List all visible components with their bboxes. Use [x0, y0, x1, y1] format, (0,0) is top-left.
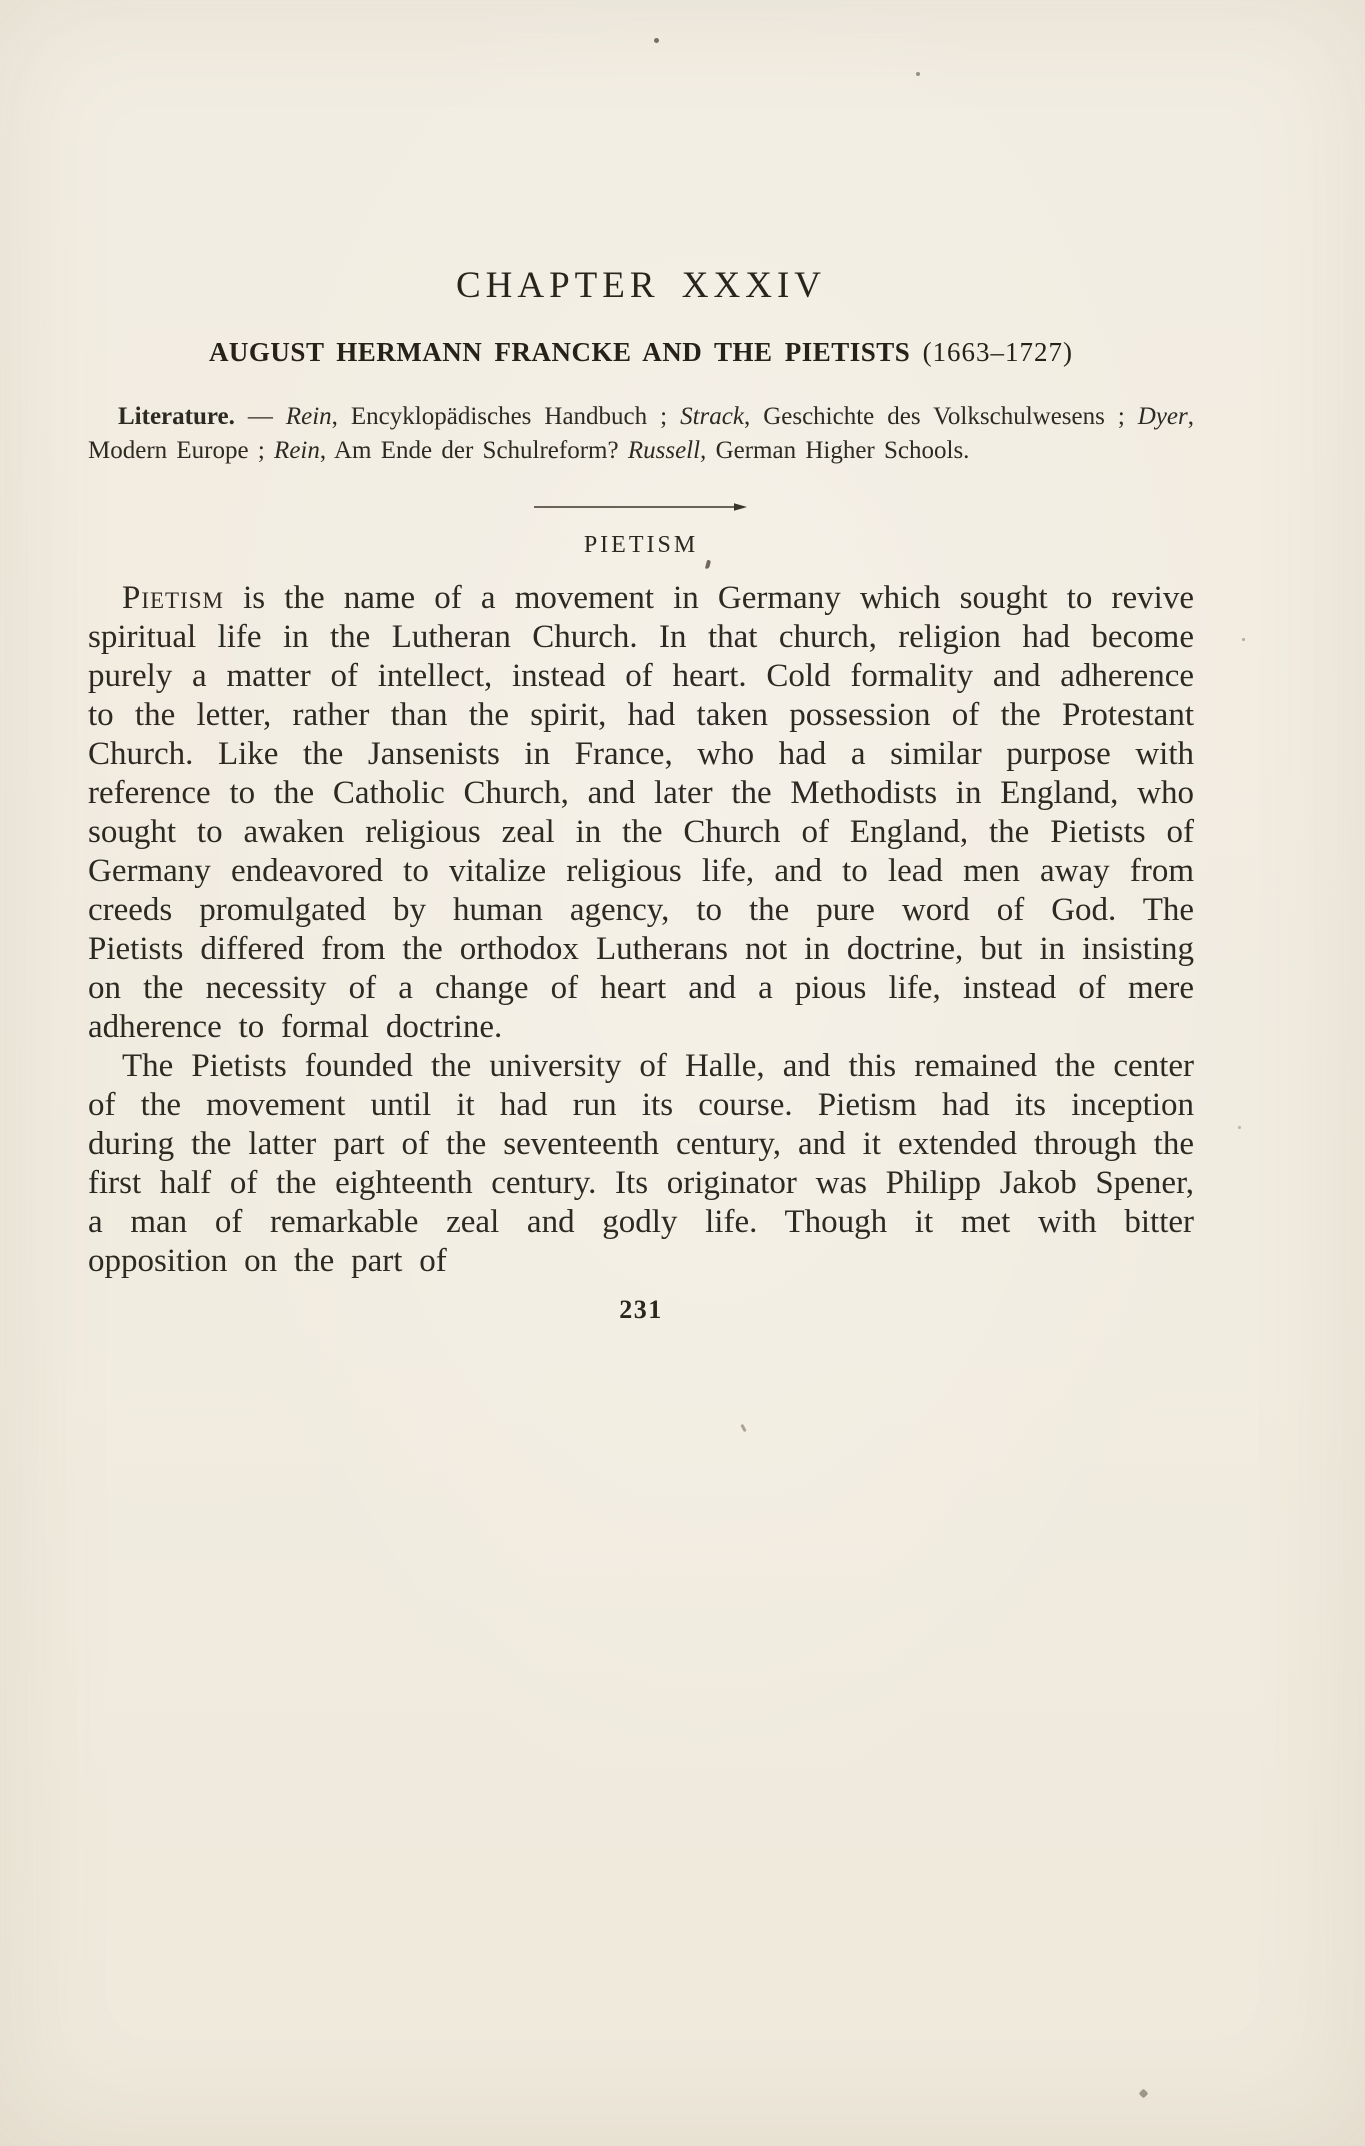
text-segment: Dyer [1137, 403, 1188, 430]
body-paragraph-1 [88, 579, 1194, 1047]
text-segment: Strack [680, 403, 744, 430]
text-segment: German Higher Schools. [706, 437, 970, 464]
page-content [88, 0, 1194, 1325]
text-segment: Rein [274, 437, 320, 464]
chapter-title: CHAPTER XXXIV [455, 265, 827, 306]
text-segment: , Encyklopädisches Handbuch ; [331, 403, 681, 430]
text-segment: Literature. [118, 403, 235, 430]
text-segment: — [234, 403, 286, 430]
section-title [88, 337, 1194, 368]
text-segment: Pietism [122, 580, 225, 616]
text-segment: The Pietists founded the university of Halle, and this remained the center of the movement until it had run its course. Pietism had its inception during the latter part of the seventeenth century, and it extended through the first half of the eighteenth century. Its originator was Philipp Jakob Spener, a man of remarkable zeal and godly life. Though it met with bitter opposition on the part of [88, 1048, 1194, 1279]
pietism-heading: PIETISM [583, 532, 699, 558]
scan-speck [1238, 1126, 1241, 1129]
section-title-dates: (1663–1727) [922, 337, 1074, 367]
page-number: 231 [619, 1295, 663, 1324]
scan-speck [1242, 638, 1245, 641]
text-segment: Rein [285, 403, 332, 430]
body-paragraph-2 [88, 1047, 1194, 1281]
section-title-main: AUGUST HERMANN FRANCKE AND THE PIETISTS [208, 337, 911, 367]
text-segment: is the name of a movement in Germany which sought to revive spiritual life in the Lutheran Church. In that church, religion had become purely a matter of intellect, instead of heart. Cold formality and adherence to the letter, rather than the spirit, had taken possession of the Protestant Church. Like the Jansenists in France, who had a similar purpose with reference to the Catholic Church, and later the Methodists in England, who sought to awaken religious zeal in the Church of England, the Pietists of Germany endeavored to vitalize religious life, and to lead men away from creeds promulgated by human agency, to the pure word of God. The Pietists differed from the orthodox Lutherans not in doctrine, but in insisting on the necessity of a change of heart and a pious life, instead of mere adherence to formal doctrine. [88, 580, 1194, 1045]
text-segment: , Geschichte des Volkschulwesens ; [743, 403, 1138, 430]
text-segment: , Modern Europe ; [88, 403, 1195, 464]
text-segment: Russell, [627, 437, 707, 464]
divider-rule-arrow-icon [534, 500, 748, 514]
literature-paragraph [88, 400, 1194, 468]
section-divider [88, 500, 1194, 516]
text-segment: , Am Ende der Schulreform? [319, 437, 628, 464]
scan-speck [1139, 2089, 1149, 2099]
scan-speck [740, 1424, 746, 1432]
